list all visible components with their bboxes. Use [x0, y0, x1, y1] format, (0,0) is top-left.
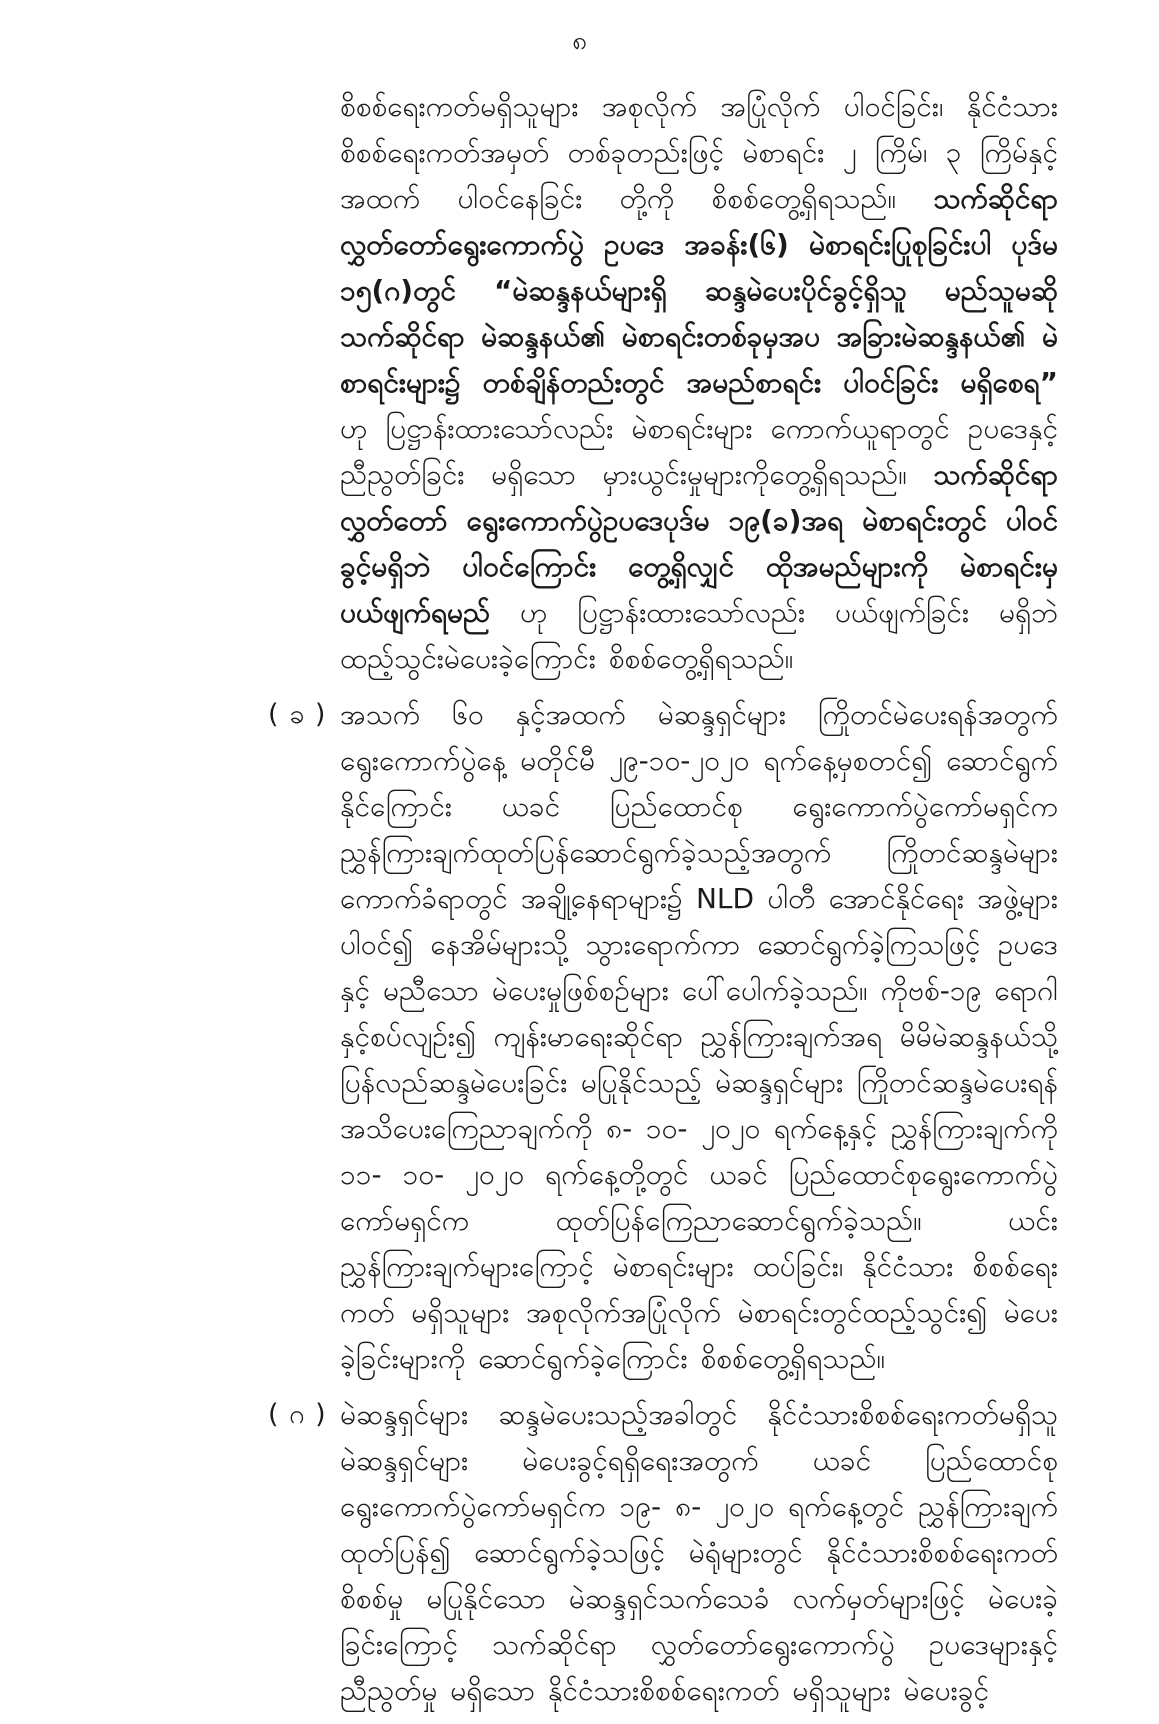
text-segment: အသက် ၆၀ နှင့်အထက် မဲဆန္ဒရှင်များ ကြိုတင်မဲပေးရန်အတွက် ရွေးကောက်ပွဲနေ့ မတိုင်မီ ၂၉-၁၀-၂၀၂၀ ရက်နေ့မှစတင်၍ ဆောင်ရွက်နိုင်ကြောင်း ယခင် ပြည်ထောင်စု ရွေးကောက်ပွဲကော်မရှင်က ညွှန်ကြားချက်ထုတ်ပြန်ဆောင်ရွက်ခဲ့သည့်အတွက် ကြိုတင်ဆန္ဒမဲများ ကောက်ခံရာတွင် အချို့နေရာများ၌ NLD ပါတီ အောင်နိုင်ရေး အဖွဲ့များ ပါဝင်၍ နေအိမ်များသို့ သွားရောက်ကာ ဆောင်ရွက်ခဲ့ကြသဖြင့် ဥပဒေနှင့် မညီသော မဲပေးမှုဖြစ်စဉ်များ ပေါ်ပေါက်ခဲ့သည်။ ကိုဗစ်-၁၉ ရောဂါနှင့်စပ်လျဉ်း၍ ကျန်းမာရေးဆိုင်ရာ ညွှန်ကြားချက်အရ မိမိမဲဆန္ဒနယ်သို့ ပြန်လည်ဆန္ဒမဲပေးခြင်း မပြုနိုင်သည့် မဲဆန္ဒရှင်များ ကြိုတင်ဆန္ဒမဲပေးရန် အသိပေးကြေညာချက်ကို ၈- ၁၀- ၂၀၂၀ ရက်နေ့နှင့် ညွှန်ကြားချက်ကို ၁၁- ၁၀- ၂၀၂၀ ရက်နေ့တို့တွင် ယခင် ပြည်ထောင်စုရွေးကောက်ပွဲကော်မရှင်က ထုတ်ပြန်ကြေညာဆောင်ရွက်ခဲ့သည်။ ယင်း ညွှန်ကြားချက်များကြောင့် မဲစာရင်းများ ထပ်ခြင်း၊ နိုင်ငံသား စိစစ်ရေးကတ် မရှိသူများ အစုလိုက်အပြုံလိုက် မဲစာရင်းတွင်ထည့်သွင်း၍ မဲပေးခဲ့ခြင်းများကို ဆောင်ရွက်ခဲ့ကြောင်း စိစစ်တွေ့ရှိရသည်။ [340, 698, 1058, 1375]
text-segment: သက်ဆိုင်ရာ လွှတ်တော် ရွေးကောက်ပွဲဥပဒေပုဒ်မ ၁၉(ခ)အရ မဲစာရင်းတွင် ပါဝင်ခွင့်မရှိဘဲ ပါဝင်ကြောင်း တွေ့ရှိလျှင် ထိုအမည်များကို မဲစာရင်းမှ ပယ်ဖျက်ရမည် [340, 458, 1058, 629]
paragraph-item [268, 84, 1058, 682]
text-segment: မဲဆန္ဒရှင်များ ဆန္ဒမဲပေးသည့်အခါတွင် နိုင်ငံသားစိစစ်ရေးကတ်မရှိသူ မဲဆန္ဒရှင်များ မဲပေးခွင့်ရရှိရေးအတွက် ယခင် ပြည်ထောင်စုရွေးကောက်ပွဲကော်မရှင်က ၁၉- ၈- ၂၀၂၀ ရက်နေ့တွင် ညွှန်ကြားချက်ထုတ်ပြန်၍ ဆောင်ရွက်ခဲ့သဖြင့် မဲရုံများတွင် နိုင်ငံသားစိစစ်ရေးကတ် စိစစ်မှု မပြုနိုင်သော မဲဆန္ဒရှင်သက်သေခံ လက်မှတ်များဖြင့် မဲပေးခဲ့ခြင်းကြောင့် သက်ဆိုင်ရာ လွှတ်တော်ရွေးကောက်ပွဲ ဥပဒေများနှင့် ညီညွတ်မှု မရှိသော နိုင်ငံသားစိစစ်ရေးကတ် မရှိသူများ မဲပေးခွင့် [340, 1398, 1058, 1707]
paragraph-text [340, 84, 1058, 682]
paragraph-text [340, 692, 1058, 1382]
page-number: ၈ [572, 26, 587, 56]
paragraph-item [268, 692, 1058, 1382]
document-body [268, 84, 1058, 1724]
text-segment: သက်ဆိုင်ရာ လွှတ်တော်ရွေးကောက်ပွဲ ဥပဒေ အခန်း(၆) မဲစာရင်းပြုစုခြင်းပါ ပုဒ်မ ၁၅(ဂ)တွင် “မဲဆန္ဒနယ်များရှိ ဆန္ဒမဲပေးပိုင်ခွင့်ရှိသူ မည်သူမဆို သက်ဆိုင်ရာ မဲဆန္ဒနယ်၏ မဲစာရင်းတစ်ခုမှအပ အခြားမဲဆန္ဒနယ်၏ မဲစာရင်းများ၌ တစ်ချိန်တည်းတွင် အမည်စာရင်း ပါဝင်ခြင်း မရှိစေရ” [340, 182, 1058, 399]
paragraph-text [340, 1392, 1058, 1714]
item-label: ( ဂ ) [268, 1399, 327, 1430]
text-segment: ဟု ပြဋ္ဌာန်းထားသော်လည်း ပယ်ဖျက်ခြင်း မရှိဘဲ ထည့်သွင်းမဲပေးခဲ့ကြောင်း စိစစ်တွေ့ရှိရသည်။ [340, 596, 1058, 675]
paragraph-item [268, 1392, 1058, 1714]
item-label: ( ခ ) [268, 699, 327, 730]
text-segment: စိစစ်ရေးကတ်မရှိသူများ အစုလိုက် အပြုံလိုက် ပါဝင်ခြင်း၊ နိုင်ငံသား စိစစ်ရေးကတ်အမှတ် တစ်ခုတည်းဖြင့် မဲစာရင်း ၂ ကြိမ်၊ ၃ ကြိမ်နှင့်အထက် ပါဝင်နေခြင်း တို့ကို စိစစ်တွေ့ရှိရသည်။ [340, 90, 1058, 215]
text-segment: ဟု ပြဋ္ဌာန်းထားသော်လည်း မဲစာရင်းများ ကောက်ယူရာတွင် ဥပဒေနှင့် ညီညွတ်ခြင်း မရှိသော မှားယွင်းမှုများကိုတွေ့ရှိရသည်။ [340, 412, 1058, 491]
